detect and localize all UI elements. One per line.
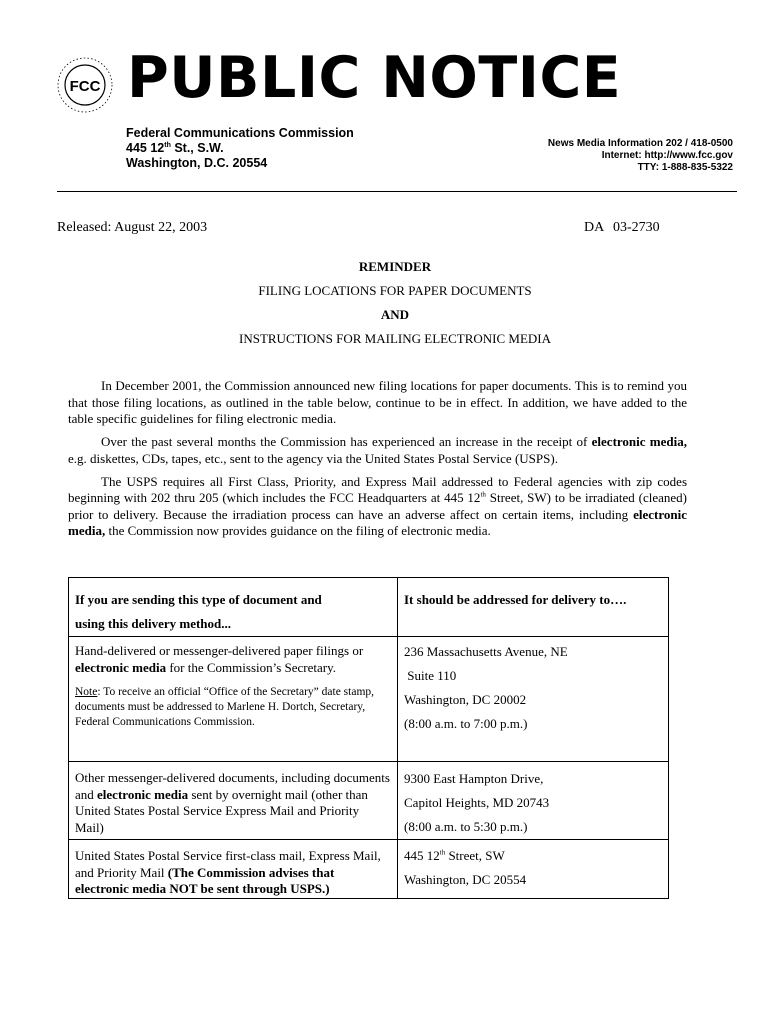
tty-line: TTY: 1-888-835-5322 (637, 162, 733, 173)
row3-address: 445 12th Street, SW Washington, DC 20554 (398, 840, 669, 899)
paragraph-3: The USPS requires all First Class, Priority, and Express Mail addressed to Federal agencies with zip codes beginning with 202 thru 205 (which includes the FCC Headquarters at 445 12th Street, SW) to be irradiated (cleaned) prior to delivery. Because the irradiation process can have an adverse affect on certain items, including electronic media, the Commission now provides guidance on the filing of electronic media. (68, 473, 687, 538)
row1-description: Hand-delivered or messenger-delivered paper filings or electronic media for the Commission’s Secretary. Note: To receive an official “Office of the Secretary” date stamp, documents must be addressed to Marlene H. Dortch, Secretary, Federal Communications Commission. (69, 637, 398, 762)
body-text (68, 378, 687, 546)
row2-address: 9300 East Hampton Drive, Capitol Heights, MD 20743 (8:00 a.m. to 5:30 p.m.) (398, 762, 669, 840)
col-header-address: It should be addressed for delivery to…. (398, 578, 669, 637)
row2-description: Other messenger-delivered documents, including documents and electronic media sent by overnight mail (other than United States Postal Service Express Mail and Priority Mail) (69, 762, 398, 840)
row1-address: 236 Massachusetts Avenue, NE Suite 110 Washington, DC 20002 (8:00 a.m. to 7:00 p.m.) (398, 637, 669, 762)
fcc-logo-text: FCC (69, 78, 101, 95)
fcc-seal-logo (56, 56, 114, 114)
heading-and: AND (380, 307, 410, 322)
paragraph-2: Over the past several months the Commission has experienced an increase in the receipt of electronic media, e.g. diskettes, CDs, tapes, etc., sent to the agency via the United States Postal Service (USPS). (68, 434, 687, 466)
table-header-row (69, 578, 669, 637)
table-row (69, 637, 669, 762)
secretary-note: Note: To receive an official “Office of the Secretary” date stamp, documents must be addressed to Marlene H. Dortch, Secretary, Federal Communications Commission. (75, 686, 375, 728)
heading-instructions: INSTRUCTIONS FOR MAILING ELECTRONIC MEDIA (239, 331, 551, 346)
heading-filing: FILING LOCATIONS FOR PAPER DOCUMENTS (258, 283, 532, 298)
city-line: Washington, D.C. 20554 (126, 156, 268, 170)
header-divider (57, 191, 737, 192)
table-row (69, 762, 669, 840)
col-header-document-type: If you are sending this type of document and using this delivery method... (69, 578, 398, 637)
agency-address (126, 126, 354, 171)
row3-description: United States Postal Service first-class mail, Express Mail, and Priority Mail (The Commission advises that electronic media NOT be sent through USPS.) (69, 840, 398, 899)
da-number: DA 03-2730 (584, 220, 660, 235)
table-row (69, 840, 669, 899)
contact-info (548, 138, 733, 174)
heading-reminder: REMINDER (358, 259, 432, 274)
agency-name: Federal Communications Commission (126, 126, 354, 140)
filing-locations-table (68, 577, 669, 899)
internet-line: Internet: http://www.fcc.gov (601, 150, 733, 161)
street-address: 445 12th St., S.W. (126, 141, 224, 155)
page-title: PUBLIC NOTICE (127, 45, 622, 111)
news-media-line: News Media Information 202 / 418-0500 (547, 138, 733, 149)
release-date: Released: August 22, 2003 (57, 220, 208, 235)
paragraph-1: In December 2001, the Commission announced new filing locations for paper documents. This is to remind you that those filing locations, as outlined in the table below, continue to be in effect. In addition, we have added to the table specific guidelines for filing electronic media. (68, 378, 687, 426)
